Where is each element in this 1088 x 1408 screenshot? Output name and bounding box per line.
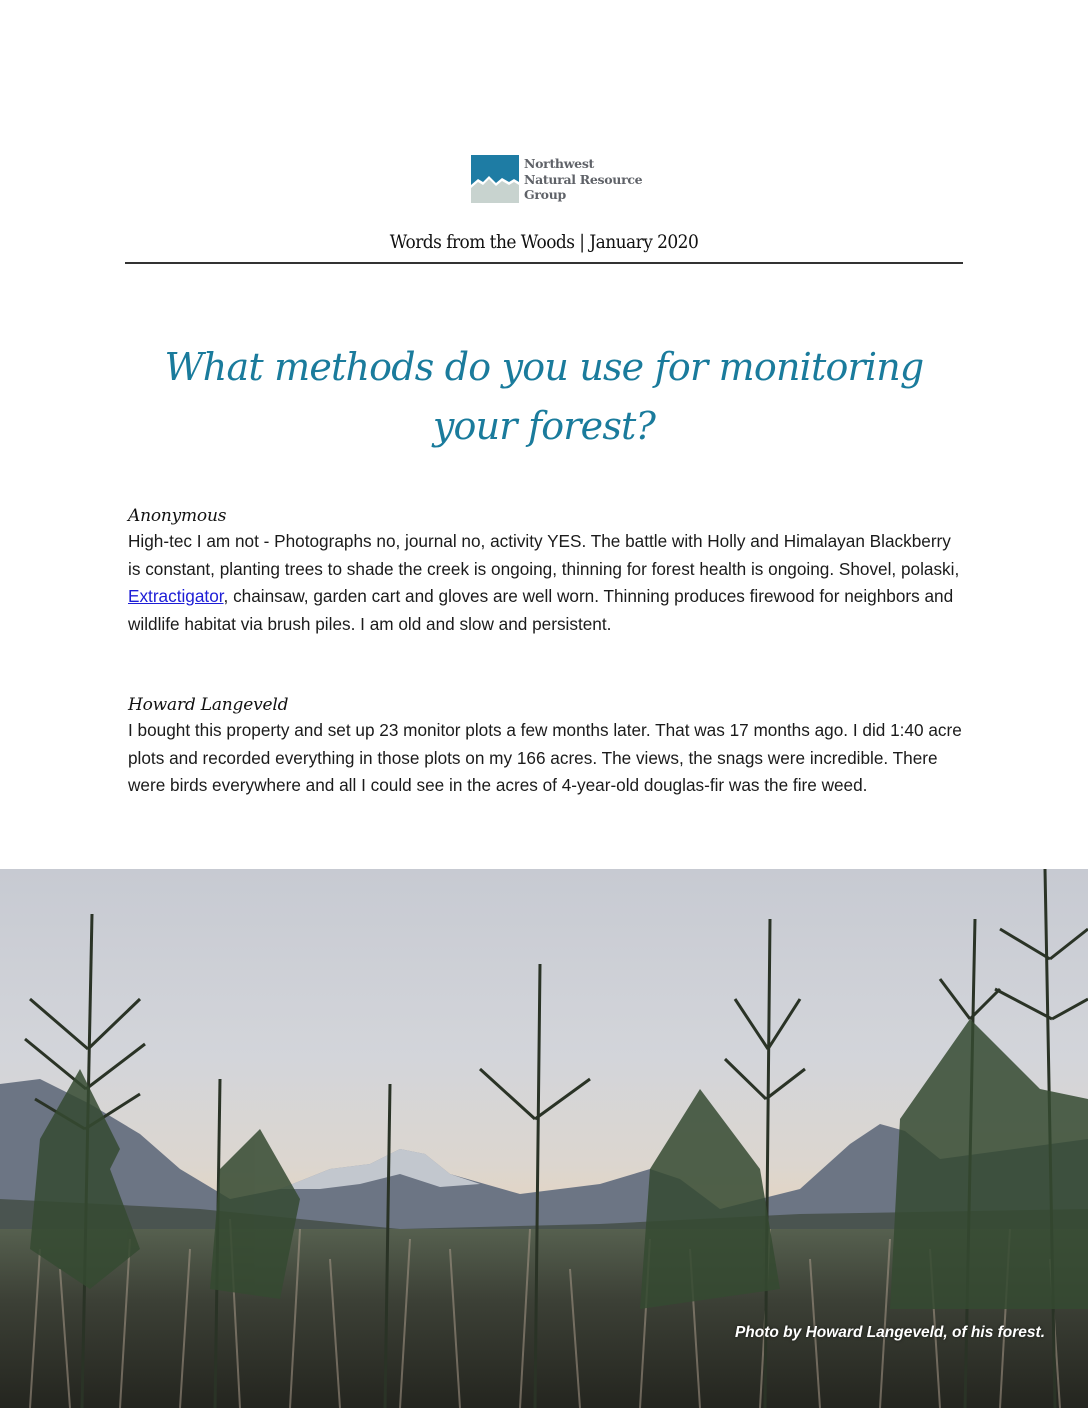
logo-line-2: Natural Resource bbox=[524, 171, 643, 187]
entry-body-text: , chainsaw, garden cart and gloves are well worn. Thinning produces firewood for neighbors and wildlife habitat via brush piles. I am old and slow and persistent. bbox=[128, 586, 954, 634]
response-entry bbox=[128, 694, 968, 800]
photo-caption: Photo by Howard Langeveld, of his forest. bbox=[734, 1324, 1045, 1341]
organization-name bbox=[524, 156, 642, 203]
entry-body-text: High-tec I am not - Photographs no, journal no, activity YES. The battle with Holly and Himalayan Blackberry is constant, planting trees to shade the creek is ongoing, thinning for forest health is ongoing. Shovel, polaski, bbox=[128, 531, 960, 579]
page-title-line-1: What methods do you use for monitoring bbox=[164, 345, 924, 389]
logo-line-3: Group bbox=[524, 187, 566, 202]
organization-logo bbox=[471, 155, 651, 205]
entry-body bbox=[128, 528, 968, 638]
forest-photo bbox=[0, 869, 1088, 1408]
logo-line-1: Northwest bbox=[524, 156, 595, 171]
entry-author: Howard Langeveld bbox=[128, 695, 289, 715]
newsletter-issue-title: Words from the Woods | January 2020 bbox=[389, 232, 699, 253]
entry-body: I bought this property and set up 23 monitor plots a few months later. That was 17 months ago. I did 1:40 acre plots and recorded everything in those plots on my 166 acres. The views, the snags were incredible. There were birds everywhere and all I could see in the acres of 4-year-old douglas-fir was the fire weed. bbox=[128, 720, 962, 795]
entry-author: Anonymous bbox=[128, 506, 227, 526]
page-title-line-2: your forest? bbox=[432, 404, 656, 448]
response-entry bbox=[128, 505, 968, 638]
mountain-logo-icon bbox=[471, 155, 519, 203]
extractigator-link[interactable]: Extractigator bbox=[128, 586, 224, 606]
header-divider bbox=[125, 262, 963, 264]
page-title bbox=[100, 338, 988, 456]
